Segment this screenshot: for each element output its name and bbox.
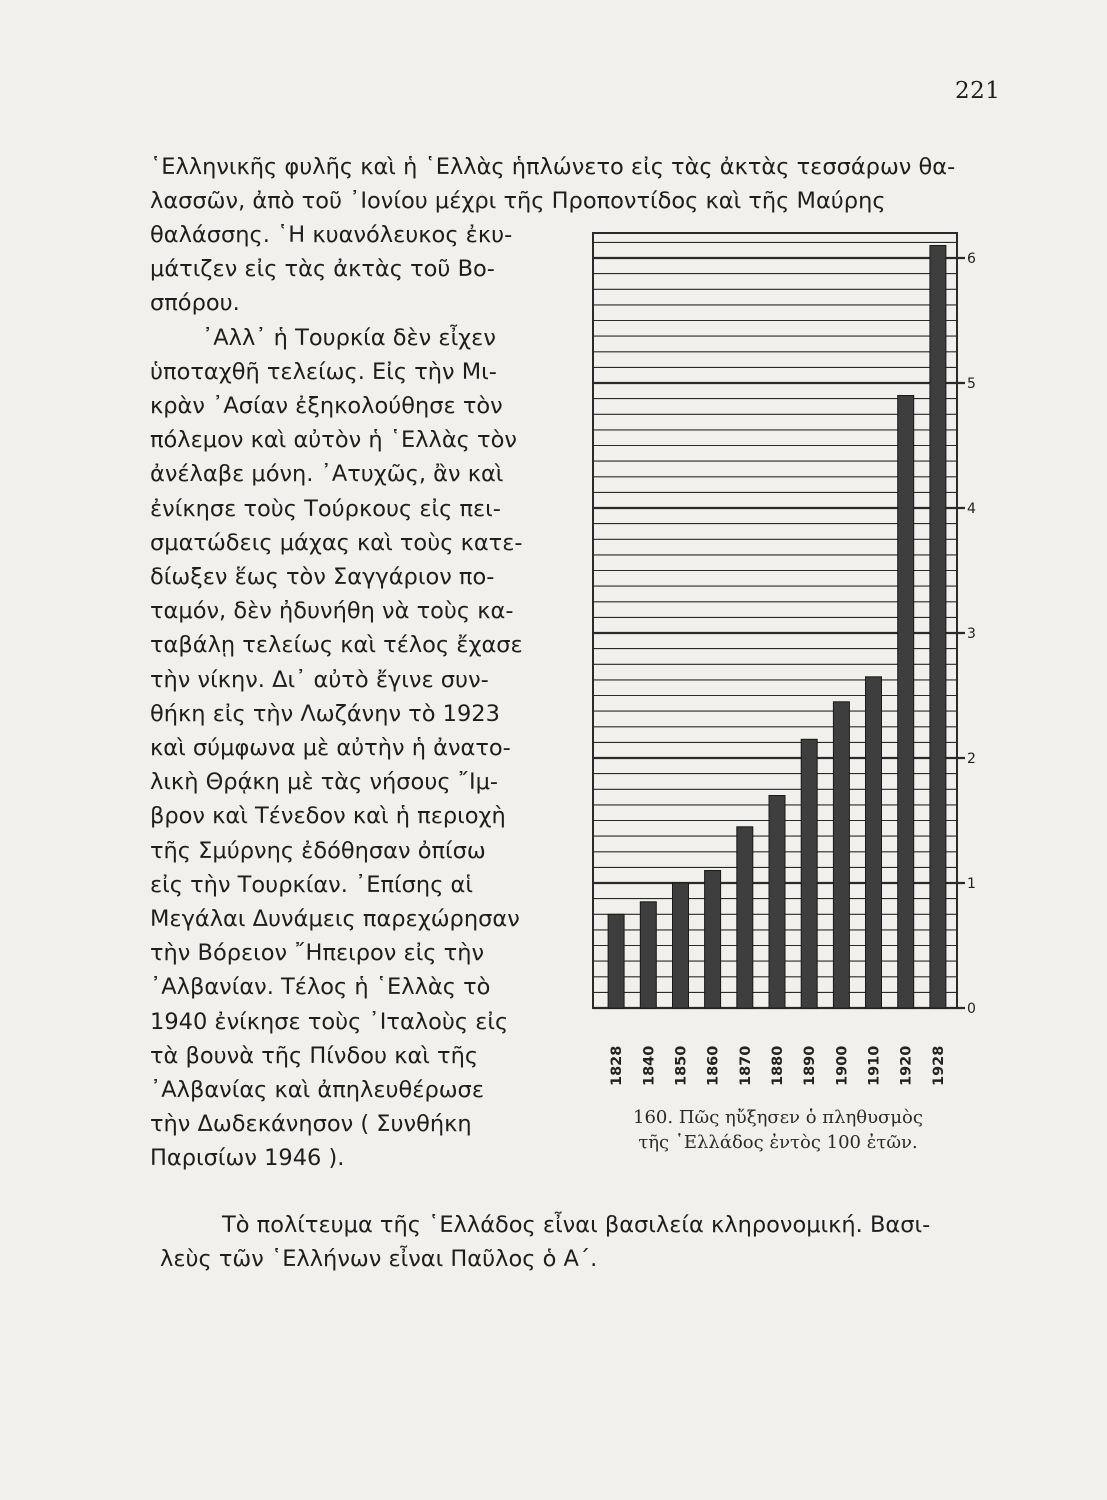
bar — [640, 902, 656, 1008]
y-tick-label: 1 — [967, 876, 976, 892]
x-tick-label: 1910 — [866, 1045, 883, 1086]
text-line: ῾Ελληνικῆς φυλῆς καὶ ἡ ῾Ελλὰς ἡπλώνετο εἰς τὰς ἀκτὰς τεσσάρων θα- — [150, 154, 956, 180]
y-tick-label: 3 — [967, 626, 976, 642]
closing-paragraph — [160, 1208, 1016, 1276]
text-line: λασσῶν, ἀπὸ τοῦ ᾿Ιονίου μέχρι τῆς Προποντίδος καὶ τῆς Μαύρης — [150, 188, 886, 215]
x-tick-label: 1828 — [609, 1045, 626, 1086]
text-line: 1940 ἐνίκησε τοὺς ᾿Ιταλοὺς εἰς — [150, 1008, 509, 1035]
text-line: ταμόν, δὲν ἠδυνήθη νὰ τοὺς κα- — [150, 598, 514, 625]
text-line: ἐνίκησε τοὺς Τούρκους εἰς πει- — [150, 495, 501, 522]
bar — [833, 702, 849, 1008]
text-line: δίωξεν ἕως τὸν Σαγγάριον πο- — [150, 564, 495, 591]
text-line: ᾿Αλβανίας καὶ ἀπηλευθέρωσε — [150, 1077, 484, 1104]
text-line: ᾿Αλβανίαν. Τέλος ἡ ῾Ελλὰς τὸ — [150, 974, 491, 1001]
bar — [705, 871, 721, 1009]
bar — [930, 246, 946, 1009]
text-line: κρὰν ᾿Ασίαν ἐξηκολούθησε τὸν — [150, 393, 503, 420]
text-line: τὴν νίκην. Δι᾿ αὐτὸ ἔγινε συν- — [150, 666, 489, 693]
bar — [769, 796, 785, 1009]
text-line: λικὴ Θρᾴκη μὲ τὰς νήσους ῎Ιμ- — [150, 769, 499, 796]
x-tick-label: 1890 — [802, 1045, 819, 1086]
text-line: τὴν Βόρειον ῎Ηπειρον εἰς τὴν — [150, 940, 485, 967]
text-line: ἀνέλαβε μόνη. ᾿Ατυχῶς, ἂν καὶ — [150, 461, 504, 488]
text-line: πόλεμον καὶ αὐτὸν ἡ ῾Ελλὰς τὸν — [150, 427, 517, 454]
text-line: βρον καὶ Τένεδον καὶ ἡ περιοχὴ — [150, 803, 506, 830]
figure-caption — [588, 1105, 968, 1155]
text-line: τὴν Δωδεκάνησον ( Συνθήκη — [150, 1111, 472, 1138]
text-line: εἰς τὴν Τουρκίαν. ᾿Επίσης αἱ — [150, 871, 473, 898]
intro-paragraph — [150, 150, 998, 218]
page-number: 221 — [955, 78, 1001, 104]
text-line: σματώδεις μάχας καὶ τοὺς κατε- — [150, 529, 523, 556]
x-tick-label: 1920 — [898, 1045, 915, 1086]
y-tick-label: 6 — [967, 251, 976, 267]
text-line: τῆς Σμύρνης ἐδόθησαν ὀπίσω — [150, 837, 486, 864]
caption-line: 160. Πῶς ηὔξησεν ὁ πληθυσμὸς — [633, 1107, 923, 1128]
text-line: σπόρου. — [150, 290, 240, 317]
x-tick-label: 1880 — [770, 1045, 786, 1086]
y-tick-label: 5 — [967, 376, 976, 392]
text-line: μάτιζεν εἰς τὰς ἀκτὰς τοῦ Βο- — [150, 256, 495, 283]
x-tick-label: 1928 — [930, 1045, 947, 1086]
bar — [608, 914, 624, 1008]
bar — [801, 739, 817, 1008]
x-tick-label: 1860 — [705, 1045, 722, 1086]
x-tick-label: 1870 — [737, 1045, 754, 1086]
text-line: τὰ βουνὰ τῆς Πίνδου καὶ τῆς — [150, 1042, 479, 1069]
caption-line: τῆς ῾Ελλάδος ἐντὸς 100 ἐτῶν. — [638, 1132, 918, 1153]
column-text — [150, 218, 545, 1176]
text-line: ὑποταχθῆ τελείως. Εἰς τὴν Μι- — [150, 358, 497, 385]
text-line: καὶ σύμφωνα μὲ αὐτὴν ἡ ἀνατο- — [150, 735, 511, 762]
x-tick-label: 1900 — [834, 1045, 851, 1086]
y-tick-label: 2 — [967, 751, 976, 767]
text-line: λεὺς τῶν ῾Ελλήνων εἶναι Παῦλος ὁ Α΄. — [160, 1246, 598, 1273]
bar — [737, 827, 753, 1008]
bar — [898, 396, 914, 1009]
y-tick-label: 0 — [967, 1001, 976, 1017]
population-bar-chart — [560, 220, 980, 1100]
text-line: ᾿Αλλ᾿ ἡ Τουρκία δὲν εἶχεν — [202, 324, 496, 351]
text-line: Τὸ πολίτευμα τῆς ῾Ελλάδος εἶναι βασιλεία κληρονομική. Βασι- — [222, 1212, 931, 1238]
text-line: θαλάσσης. ῾Η κυανόλευκος ἐκυ- — [150, 222, 513, 248]
text-line: ταβάλῃ τελείως καὶ τέλος ἔχασε — [150, 632, 523, 659]
x-tick-label: 1840 — [641, 1045, 658, 1086]
text-line: Μεγάλαι Δυνάμεις παρεχώρησαν — [150, 906, 520, 933]
text-line: Παρισίων 1946 ). — [150, 1145, 345, 1172]
x-tick-label: 1850 — [673, 1045, 690, 1086]
text-line: θήκη εἰς τὴν Λωζάνην τὸ 1923 — [150, 700, 500, 727]
bar — [866, 677, 882, 1008]
y-tick-label: 4 — [967, 501, 976, 517]
bar — [673, 883, 689, 1008]
